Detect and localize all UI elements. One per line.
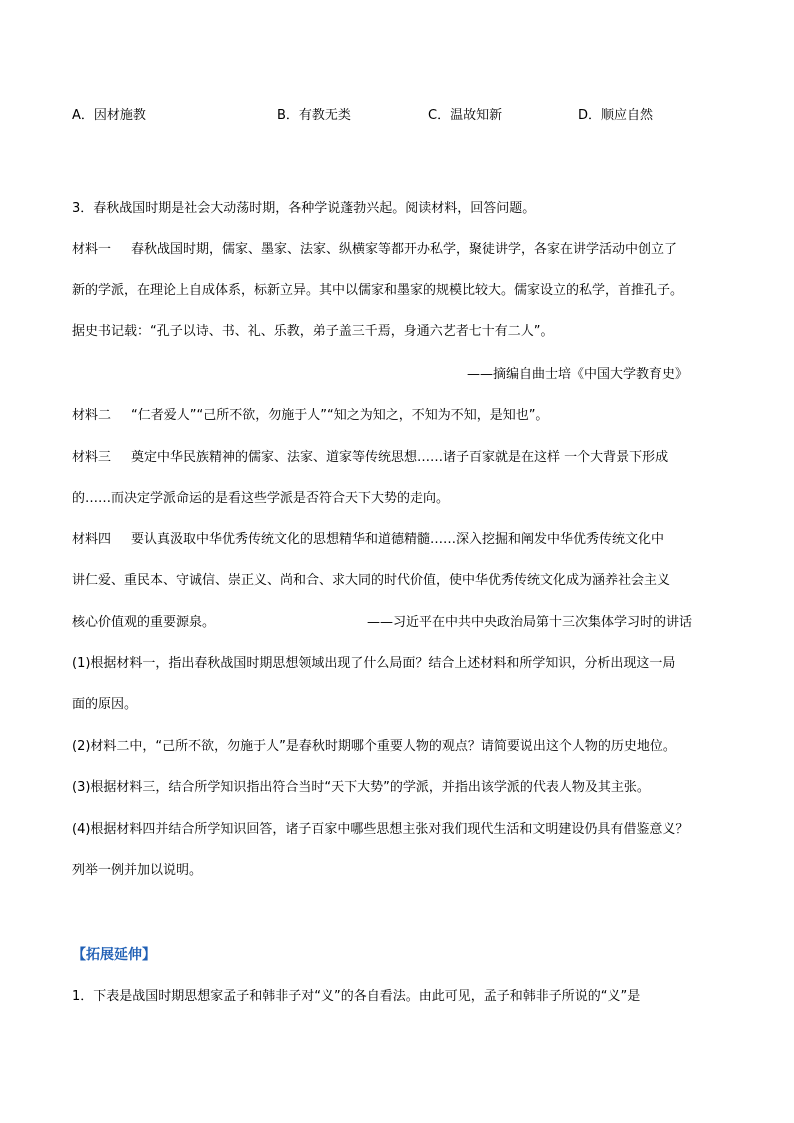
- material4-line3: 核心价值观的重要源泉。: [72, 615, 216, 630]
- sub-question-3: (3)根据材料三，结合所学知识指出符合当时“天下大势”的学派，并指出该学派的代表人物及其主张。: [72, 780, 650, 795]
- option-a: A．因材施教: [72, 108, 146, 123]
- material2-text: “仁者爱人”“己所不欲，勿施于人”“知之为知之，不知为不知，是知也”。: [131, 408, 549, 423]
- material2-label: 材料二: [72, 408, 112, 423]
- question3-stem: 3．春秋战国时期是社会大动荡时期，各种学说蓬勃兴起。阅读材料，回答问题。: [72, 201, 536, 216]
- extension-question-1: 1．下表是战国时期思想家孟子和韩非子对“义”的各自看法。由此可见，孟子和韩非子所说的“义”是: [72, 989, 641, 1004]
- sub-question-1-line2: 面的原因。: [72, 697, 138, 712]
- option-b: B．有教无类: [277, 108, 351, 123]
- material4-line1: [72, 530, 664, 550]
- material1-text-line1: 春秋战国时期，儒家、墨家、法家、纵横家等都开办私学，聚徒讲学，各家在讲学活动中创立了: [131, 242, 678, 257]
- material1-label: 材料一: [72, 242, 112, 257]
- sub-question-1-line1: (1)根据材料一，指出春秋战国时期思想领域出现了什么局面？结合上述材料和所学知识，分析出现这一局: [72, 656, 676, 671]
- material2: [72, 406, 548, 426]
- material4-text-line1: 要认真汲取中华优秀传统文化的思想精华和道德精髓……深入挖掘和阐发中华优秀传统文化中: [131, 532, 665, 547]
- material3-label: 材料三: [72, 450, 112, 465]
- material3-line1: [72, 448, 668, 468]
- material1-line2: 新的学派，在理论上自成体系，标新立异。其中以儒家和墨家的规模比较大。儒家设立的私学，首推孔子。: [72, 283, 684, 298]
- sub-question-4-line1: (4)根据材料四并结合所学知识回答，诸子百家中哪些思想主张对我们现代生活和文明建设仍具有借鉴意义？: [72, 822, 689, 837]
- material1-line1: [72, 240, 677, 260]
- option-d: D．顺应自然: [578, 108, 654, 123]
- extension-heading: 【拓展延伸】: [72, 947, 156, 963]
- material4-label: 材料四: [72, 532, 112, 547]
- option-c: C．温故知新: [428, 108, 503, 123]
- material4-source: ——习近平在中共中央政治局第十三次集体学习时的讲话: [367, 615, 693, 630]
- material1-line3: 据史书记载：“孔子以诗、书、礼、乐教，弟子盖三千焉，身通六艺者七十有二人”。: [72, 324, 554, 339]
- sub-question-2: (2)材料二中，“己所不欲，勿施于人”是春秋时期哪个重要人物的观点？请简要说出这个人物的历史地位。: [72, 739, 676, 754]
- sub-question-4-line2: 列举一例并加以说明。: [72, 863, 203, 878]
- material3-line2: 的……而决定学派命运的是看这些学派是否符合天下大势的走向。: [72, 491, 450, 506]
- material4-line2: 讲仁爱、重民本、守诚信、崇正义、尚和合、求大同的时代价值，使中华优秀传统文化成为涵养社会主义: [72, 573, 671, 588]
- material3-text-line1: 奠定中华民族精神的儒家、法家、道家等传统思想……诸子百家就是在这样 一个大背景下形成: [131, 450, 669, 465]
- material1-source: ——摘编自曲士培《中国大学教育史》: [467, 367, 689, 382]
